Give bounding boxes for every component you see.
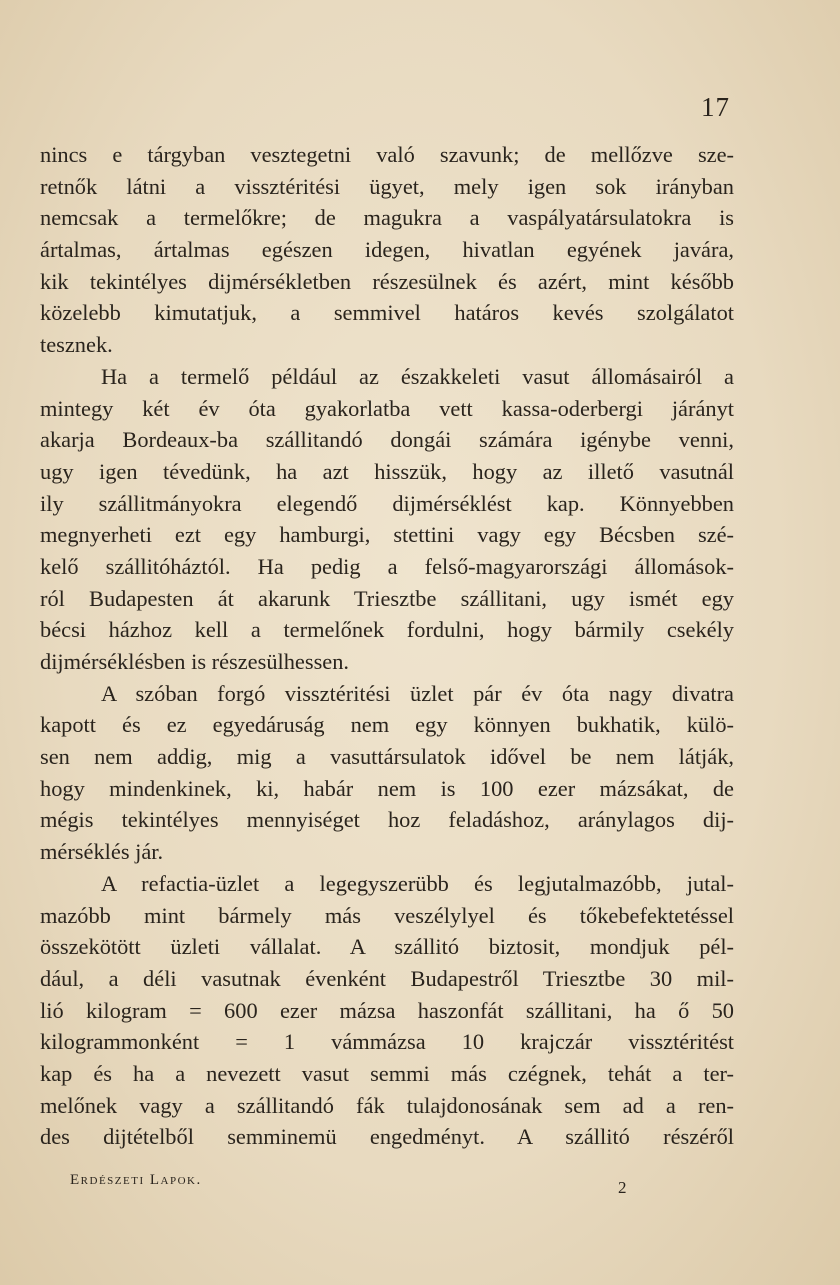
text-line: mérséklés jár. xyxy=(40,839,164,865)
page-number: 17 xyxy=(701,92,730,122)
text-line: mazóbb mint bármely más veszélylyel és tőkebefektetéssel xyxy=(40,902,734,928)
text-line: Ha a termelő például az északkeleti vasut állomásairól a xyxy=(101,363,734,389)
text-line: A refactia-üzlet a legegyszerübb és legjutalmazóbb, jutal- xyxy=(101,870,734,896)
text-line: közelebb kimutatjuk, a semmivel határos kevés szolgálatot xyxy=(40,300,734,326)
page-footer xyxy=(40,1168,734,1197)
text-line: kelő szállitóháztól. Ha pedig a felső-magyarországi állomások- xyxy=(40,553,734,579)
journal-name: Erdészeti Lapok. xyxy=(70,1172,202,1188)
body-text xyxy=(40,139,734,1153)
text-line: akarja Bordeaux-ba szállitandó dongái számára igénybe venni, xyxy=(40,427,734,453)
text-line: dául, a déli vasutnak évenként Budapestről Triesztbe 30 mil- xyxy=(40,965,734,991)
text-line: retnők látni a vissztéritési ügyet, mely igen sok irányban xyxy=(40,173,734,199)
signature-mark: 2 xyxy=(618,1178,627,1197)
text-line: dijmérséklésben is részesülhessen. xyxy=(40,649,350,674)
text-line: mégis tekintélyes mennyiséget hoz feladáshoz, aránylagos dij- xyxy=(40,807,734,833)
text-line: mintegy két év óta gyakorlatba vett kassa-oderbergi járányt xyxy=(40,395,734,421)
text-line: ártalmas, ártalmas egészen idegen, hivatlan egyének javára, xyxy=(40,237,734,263)
text-line: ily szállitmányokra elegendő dijmérséklést kap. Könnyebben xyxy=(40,490,734,516)
text-line: tesznek. xyxy=(40,332,113,358)
text-line: ról Budapesten át akarunk Triesztbe szállitani, ugy ismét egy xyxy=(40,585,734,611)
text-line: des dijtételből semminemü engedményt. A szállitó részéről xyxy=(40,1124,734,1150)
text-line: melőnek vagy a szállitandó fák tulajdonosának sem ad a ren- xyxy=(40,1092,734,1118)
text-line: megnyerheti ezt egy hamburgi, stettini vagy egy Bécsben szé- xyxy=(40,522,734,548)
text-line: bécsi házhoz kell a termelőnek fordulni, hogy bármily csekély xyxy=(40,617,734,643)
text-line: összekötött üzleti vállalat. A szállitó biztosit, mondjuk pél- xyxy=(40,934,734,960)
text-line: kilogrammonként = 1 vámmázsa 10 krajczár vissztéritést xyxy=(40,1029,734,1055)
text-line: kapott és ez egyedáruság nem egy könnyen bukhatik, külö- xyxy=(40,712,734,738)
text-line: kik tekintélyes dijmérsékletben részesülnek és azért, mint később xyxy=(40,268,734,294)
text-line: ugy igen tévedünk, ha azt hisszük, hogy az illető vasutnál xyxy=(40,458,734,484)
text-line: sen nem addig, mig a vasuttársulatok idővel be nem látják, xyxy=(40,744,734,770)
text-line: A szóban forgó vissztéritési üzlet pár év óta nagy divatra xyxy=(101,680,734,706)
text-line: lió kilogram = 600 ezer mázsa haszonfát szállitani, ha ő 50 xyxy=(40,997,734,1023)
text-line: nincs e tárgyban vesztegetni való szavunk; de mellőzve sze- xyxy=(40,142,734,167)
text-line: hogy mindenkinek, ki, habár nem is 100 ezer mázsákat, de xyxy=(40,775,734,801)
text-line: nemcsak a termelőkre; de magukra a vaspályatársulatokra is xyxy=(40,205,734,231)
text-line: kap és ha a nevezett vasut semmi más czégnek, tehát a ter- xyxy=(40,1060,734,1086)
